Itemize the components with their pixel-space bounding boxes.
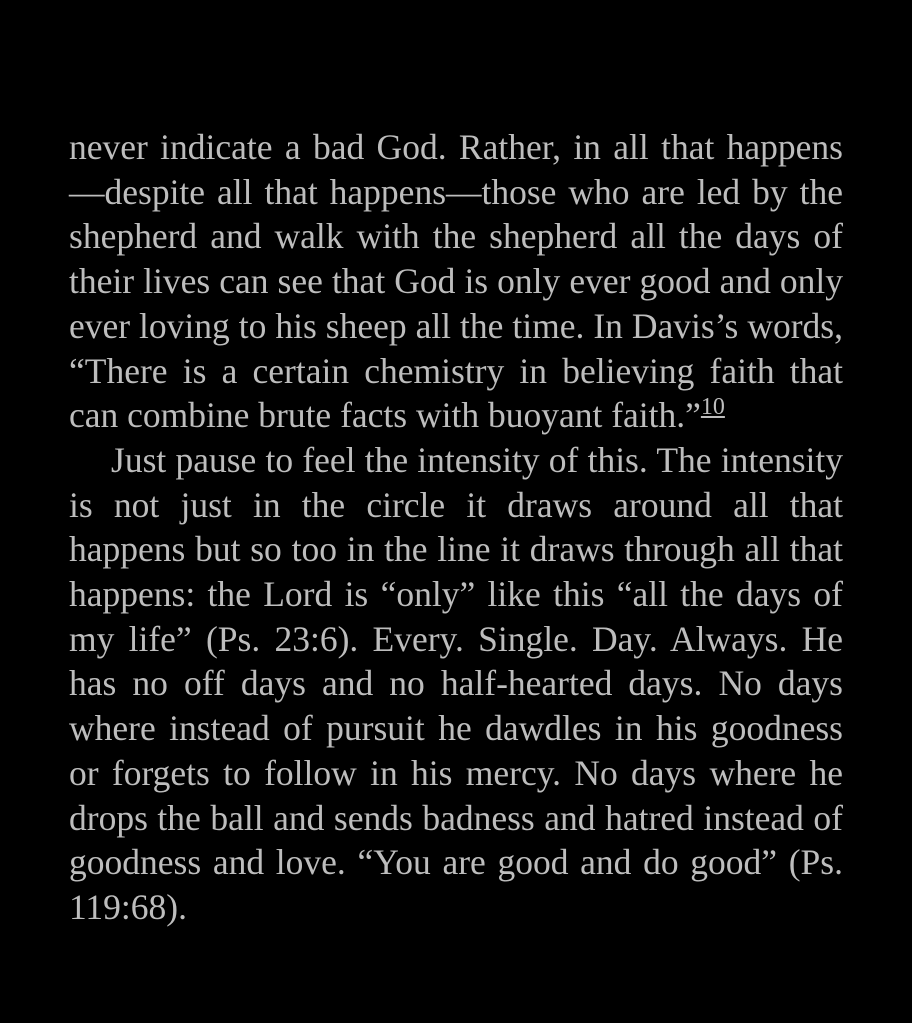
paragraph-2 [69, 438, 843, 930]
book-text [69, 125, 843, 930]
paragraph-2-text: Just pause to feel the intensity of this. The intensity is not just in the circle it draws around all that happens but so too in the line it draws through all that happens: the Lord is “only” like this “all the days of my life” (Ps. 23:6). Every. Single. Day. Always. He has no off days and no half-hearted days. No days where instead of pursuit he dawdles in his goodness or forgets to follow in his mercy. No days where he drops the ball and sends badness and hatred instead of goodness and love. “You are good and do good” (Ps. 119:68). [69, 439, 843, 927]
paragraph-1-text: never indicate a bad God. Rather, in all that happens—despite all that happens—those who are led by the shepherd and walk with the shepherd all the days of their lives can see that God is only ever good and only ever loving to his sheep all the time. In Davis’s words, “There is a certain chemistry in believing faith that can combine brute facts with buoyant faith.” [69, 127, 843, 436]
footnote-link-10[interactable]: 10 [700, 394, 725, 421]
paragraph-1 [69, 125, 843, 438]
